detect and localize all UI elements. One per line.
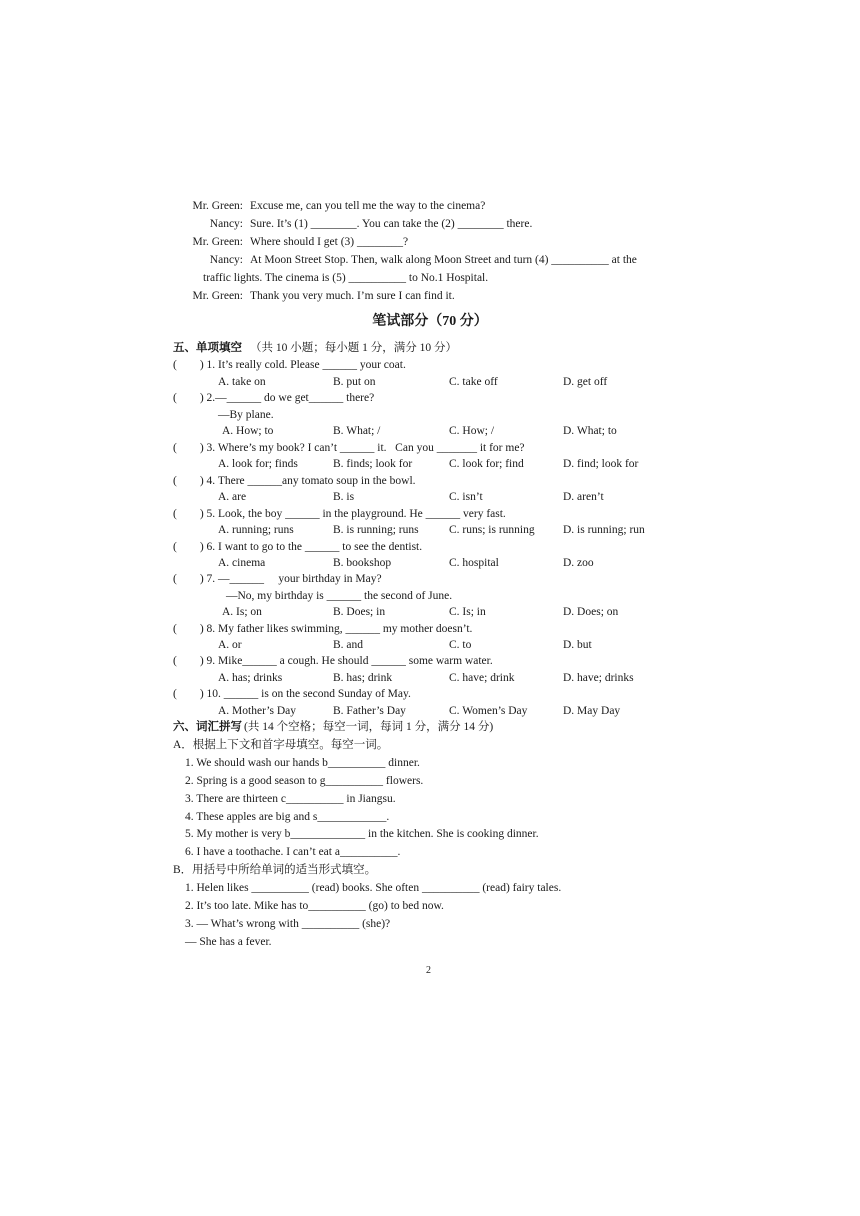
partB-item: 2. It’s too late. Mike has to__________ (go) to bed now. — [185, 900, 444, 912]
partB-item: — She has a fever. — [185, 936, 272, 948]
partA-item: 3. There are thirteen c__________ in Jiangsu. — [185, 793, 396, 805]
question-stem: ( ) 1. It’s really cold. Please ______ your coat. — [173, 359, 406, 371]
option-d: D. have; drinks — [563, 672, 634, 684]
option-b: B. is running; runs — [333, 524, 419, 536]
option-b: B. Does; in — [333, 606, 386, 618]
partA-item: 5. My mother is very b_____________ in the kitchen. She is cooking dinner. — [185, 828, 539, 840]
option-a: A. take on — [218, 376, 266, 388]
option-a: A. How; to — [222, 425, 274, 437]
option-d: D. zoo — [563, 557, 594, 569]
question-stem: ( ) 2.—______ do we get______ there? — [173, 392, 375, 404]
dialogue-line — [173, 253, 637, 267]
question-stem-line2: —No, my birthday is ______ the second of June. — [226, 590, 453, 602]
option-a: A. cinema — [218, 557, 266, 569]
section5-note: （共 10 小题；每小题 1 分，满分 10 分） — [250, 342, 457, 354]
option-c: C. Is; in — [449, 606, 486, 618]
option-b: B. bookshop — [333, 557, 392, 569]
option-c: C. isn’t — [449, 491, 483, 503]
option-b: B. Father’s Day — [333, 705, 406, 717]
section5-heading — [173, 341, 457, 355]
speaker: Nancy: — [209, 218, 243, 230]
page-number: 2 — [426, 965, 431, 976]
option-b: B. is — [333, 491, 355, 503]
option-b: B. put on — [333, 376, 376, 388]
partA-title: A．根据上下文和首字母填空。每空一词。 — [173, 739, 389, 751]
partB-title: B．用括号中所给单词的适当形式填空。 — [173, 864, 377, 876]
option-a: A. running; runs — [218, 524, 294, 536]
section5-title: 五、单项填空 — [173, 342, 242, 354]
partB-item: 1. Helen likes __________ (read) books. She often __________ (read) fairy tales. — [185, 882, 562, 894]
dialogue-line — [173, 235, 408, 249]
option-c: C. have; drink — [449, 672, 515, 684]
dialogue-line — [173, 289, 455, 303]
partA-item: 4. These apples are big and s____________. — [185, 811, 390, 823]
dialogue-text: Where should I get (3) ________? — [250, 236, 409, 248]
option-d: D. get off — [563, 376, 608, 388]
option-c: C. runs; is running — [449, 524, 535, 536]
dialogue-text: At Moon Street Stop. Then, walk along Moon Street and turn (4) __________ at the — [250, 254, 637, 266]
question-stem: ( ) 3. Where’s my book? I can’t ______ it. Can you _______ it for me? — [173, 442, 525, 454]
option-c: C. take off — [449, 376, 498, 388]
option-d: D. Does; on — [563, 606, 619, 618]
option-d: D. What; to — [563, 425, 617, 437]
question-stem: ( ) 8. My father likes swimming, ______ my mother doesn’t. — [173, 623, 473, 635]
option-d: D. aren’t — [563, 491, 604, 503]
speaker: Mr. Green: — [192, 236, 243, 248]
section6-note: (共 14 个空格；每空一词，每词 1 分，满分 14 分) — [244, 721, 494, 733]
option-a: A. are — [218, 491, 247, 503]
option-d: D. but — [563, 639, 592, 651]
option-b: B. has; drink — [333, 672, 393, 684]
question-stem: ( ) 6. I want to go to the ______ to see the dentist. — [173, 541, 423, 553]
partA-item: 2. Spring is a good season to g__________ flowers. — [185, 775, 424, 787]
dialogue-text: Excuse me, can you tell me the way to the cinema? — [250, 200, 486, 212]
option-a: A. has; drinks — [218, 672, 283, 684]
option-d: D. May Day — [563, 705, 621, 717]
section6-title: 六、词汇拼写 — [173, 721, 242, 733]
option-c: C. to — [449, 639, 472, 651]
speaker: Mr. Green: — [192, 200, 243, 212]
option-b: B. and — [333, 639, 364, 651]
option-c: C. Women’s Day — [449, 705, 528, 717]
option-a: A. Is; on — [222, 606, 262, 618]
section6-heading — [173, 720, 493, 734]
option-a: A. look for; finds — [218, 458, 298, 470]
partA-item: 1. We should wash our hands b__________ dinner. — [185, 757, 420, 769]
partA-item: 6. I have a toothache. I can’t eat a__________. — [185, 846, 401, 858]
dialogue-line — [173, 217, 532, 231]
option-c: C. How; / — [449, 425, 495, 437]
option-c: C. look for; find — [449, 458, 524, 470]
option-a: A. Mother’s Day — [218, 705, 297, 717]
partB-item: 3. — What’s wrong with __________ (she)? — [185, 918, 391, 930]
option-b: B. What; / — [333, 425, 381, 437]
question-stem-line2: —By plane. — [218, 409, 274, 421]
dialogue-text: traffic lights. The cinema is (5) __________ to No.1 Hospital. — [203, 272, 489, 284]
speaker: Nancy: — [209, 254, 243, 266]
option-b: B. finds; look for — [333, 458, 413, 470]
option-d: D. is running; run — [563, 524, 645, 536]
question-stem: ( ) 4. There ______any tomato soup in the bowl. — [173, 475, 416, 487]
dialogue-line — [203, 271, 488, 285]
written-part-title: 笔试部分（70 分） — [372, 314, 488, 329]
question-stem: ( ) 5. Look, the boy ______ in the playground. He ______ very fast. — [173, 508, 506, 520]
option-a: A. or — [218, 639, 242, 651]
dialogue-text: Thank you very much. I’m sure I can find it. — [250, 290, 455, 302]
speaker: Mr. Green: — [192, 290, 243, 302]
question-stem: ( ) 7. —______ your birthday in May? — [173, 573, 382, 585]
dialogue-text: Sure. It’s (1) ________. You can take the (2) ________ there. — [250, 218, 533, 230]
option-d: D. find; look for — [563, 458, 639, 470]
question-stem: ( ) 10. ______ is on the second Sunday of May. — [173, 688, 411, 700]
dialogue-line — [173, 199, 485, 213]
question-stem: ( ) 9. Mike______ a cough. He should ______ some warm water. — [173, 655, 493, 667]
option-c: C. hospital — [449, 557, 499, 569]
